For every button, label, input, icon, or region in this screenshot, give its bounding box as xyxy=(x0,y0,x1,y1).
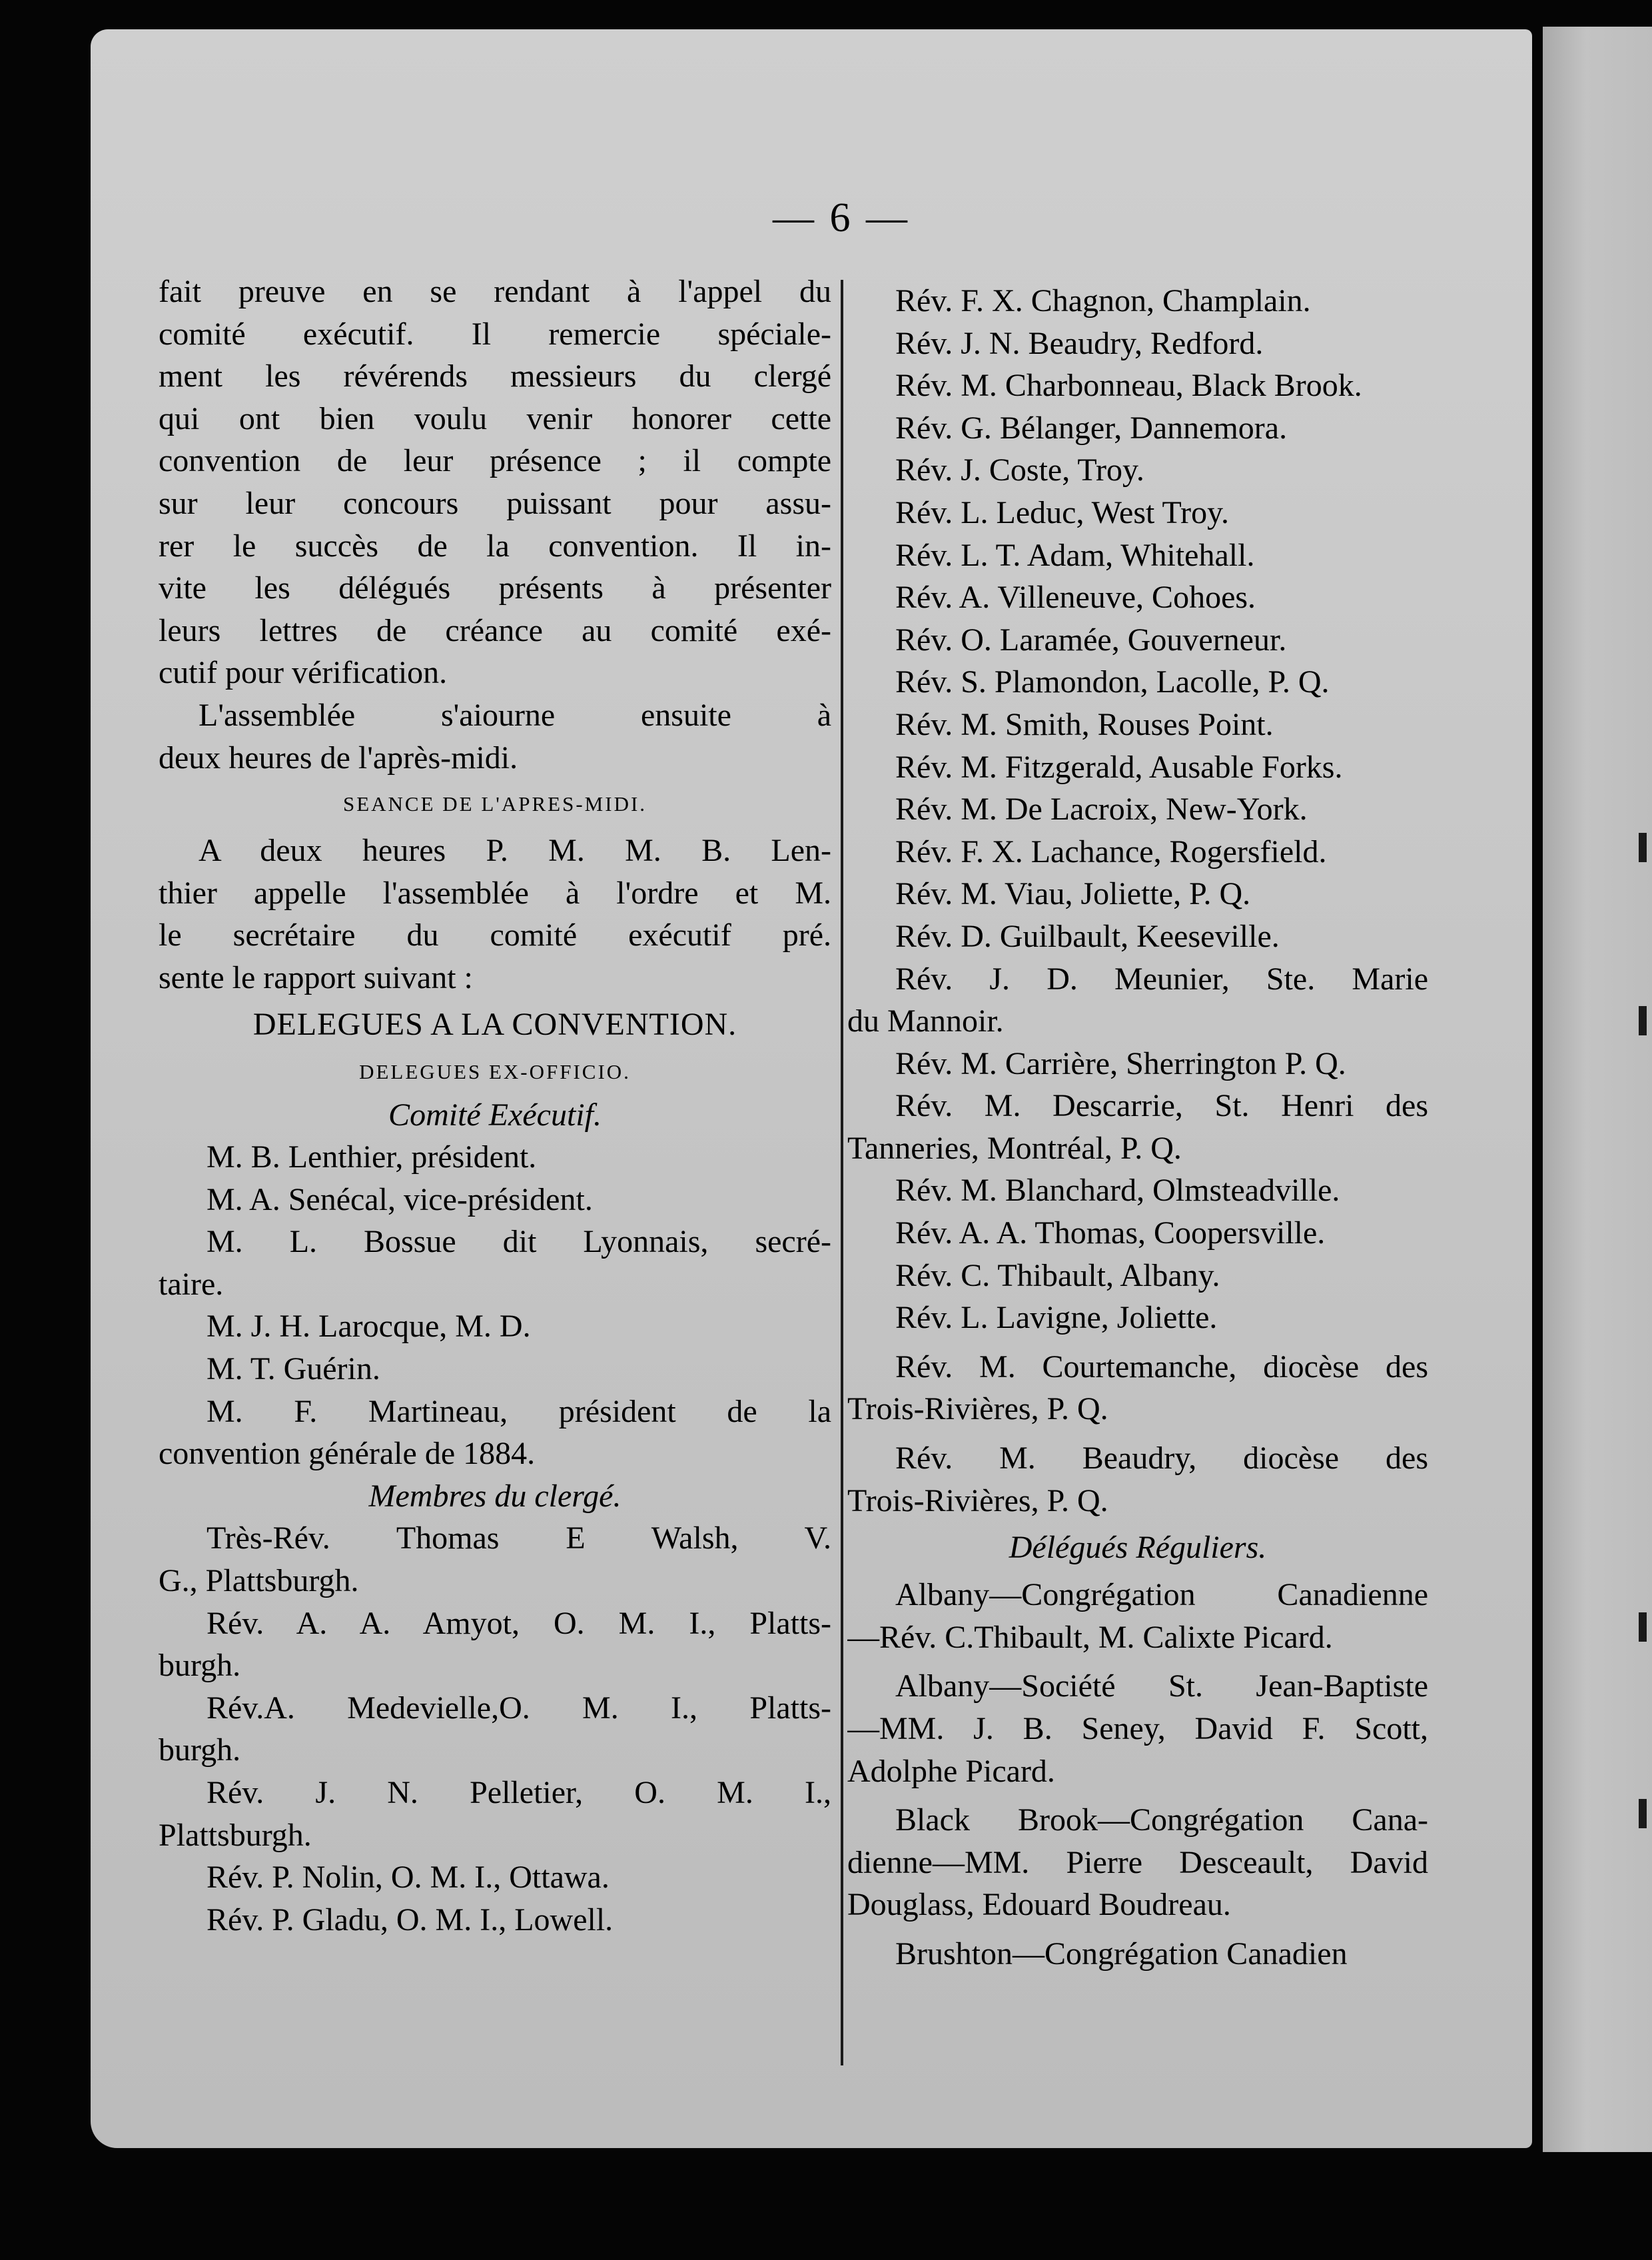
list-item xyxy=(847,1255,1428,1297)
list-item xyxy=(847,1665,1428,1792)
clerge-list xyxy=(159,1517,831,1941)
list-item xyxy=(847,1297,1428,1339)
next-page-text-fragment xyxy=(1639,833,1647,862)
list-item xyxy=(847,534,1428,577)
text-line: dienne—MM. Pierre Desceault, David xyxy=(847,1844,1428,1880)
text-line: G., Plattsburgh. xyxy=(159,1563,359,1599)
text-line: cutif pour vérification. xyxy=(159,655,448,691)
text-line: Trois-Rivières, P. Q. xyxy=(847,1391,1108,1427)
text-line: Rév. M. De Lacroix, New-York. xyxy=(895,792,1308,828)
section-heading-delegues: DELEGUES A LA CONVENTION. xyxy=(252,1006,737,1042)
list-item xyxy=(847,322,1428,365)
text-line: Rév. P. Nolin, O. M. I., Ottawa. xyxy=(206,1860,610,1896)
list-item xyxy=(847,280,1428,322)
list-item xyxy=(847,746,1428,789)
text-line: Rév.A. Medevielle,O. M. I., Platts- xyxy=(206,1690,831,1726)
text-line: Rév. A. A. Thomas, Coopersville. xyxy=(895,1215,1326,1251)
list-item xyxy=(847,1933,1428,1976)
text-line: Douglass, Edouard Boudreau. xyxy=(847,1887,1231,1923)
list-item xyxy=(159,1348,831,1391)
text-line: fait preuve en se rendant à l'appel du xyxy=(159,274,831,309)
page-number: — 6 — xyxy=(773,195,910,241)
text-line: Tanneries, Montréal, P. Q. xyxy=(847,1130,1182,1166)
text-line: Rév. J. N. Pelletier, O. M. I., xyxy=(206,1775,831,1810)
text-line: Rév. J. N. Beaudry, Redford. xyxy=(895,325,1264,361)
paragraph-afternoon xyxy=(159,830,831,999)
text-line: Trois-Rivières, P. Q. xyxy=(847,1482,1108,1518)
section-heading-exofficio: DELEGUES EX-OFFICIO. xyxy=(359,1059,631,1083)
text-line: L'assemblée s'aiourne ensuite à xyxy=(199,697,831,733)
text-line: Albany—Société St. Jean-Baptiste xyxy=(895,1668,1428,1704)
spacer xyxy=(847,1658,1428,1665)
text-line: M. A. Senécal, vice-président. xyxy=(206,1181,593,1217)
text-line: deux heures de l'après-midi. xyxy=(159,740,518,776)
text-line: comité exécutif. Il remercie spéciale- xyxy=(159,316,831,352)
list-item xyxy=(159,1517,831,1602)
text-line: rer le succès de la convention. Il in- xyxy=(159,528,831,564)
text-line: Rév. J. Coste, Troy. xyxy=(895,452,1144,488)
next-page-text-fragment xyxy=(1639,1006,1647,1035)
text-line: sente le rapport suivant : xyxy=(159,959,473,995)
list-item xyxy=(159,1221,831,1305)
text-line: leurs lettres de créance au comité exé- xyxy=(159,612,831,648)
right-column xyxy=(847,280,1428,1976)
list-item xyxy=(847,492,1428,534)
text-line: qui ont bien voulu venir honorer cette xyxy=(159,400,831,436)
text-line: Rév. M. Charbonneau, Black Brook. xyxy=(895,368,1362,404)
text-line: Rév. L. Lavigne, Joliette. xyxy=(895,1300,1218,1336)
text-line: Rév. P. Gladu, O. M. I., Lowell. xyxy=(206,1902,614,1938)
text-line: thier appelle l'assemblée à l'ordre et M. xyxy=(159,875,831,911)
list-item xyxy=(159,1391,831,1475)
text-line: vite les délégués présents à présenter xyxy=(159,570,831,606)
text-line: burgh. xyxy=(159,1732,241,1768)
text-line: —Rév. C.Thibault, M. Calixte Picard. xyxy=(847,1619,1333,1655)
list-item xyxy=(847,449,1428,492)
text-line: Albany—Congrégation Canadienne xyxy=(895,1577,1428,1613)
text-line: M. J. H. Larocque, M. D. xyxy=(206,1309,531,1345)
text-line: Black Brook—Congrégation Cana- xyxy=(895,1802,1428,1838)
list-item xyxy=(159,1602,831,1687)
text-line: Rév. O. Laramée, Gouverneur. xyxy=(895,622,1287,658)
column-divider xyxy=(841,280,843,2065)
text-line: ment les révérends messieurs du clergé xyxy=(159,358,831,394)
text-line: taire. xyxy=(159,1266,224,1302)
text-line: Rév. C. Thibault, Albany. xyxy=(895,1257,1220,1293)
text-line: Rév. L. T. Adam, Whitehall. xyxy=(895,537,1255,573)
list-item xyxy=(847,661,1428,704)
list-item xyxy=(847,1085,1428,1169)
text-line: Très-Rév. Thomas E Walsh, V. xyxy=(206,1520,831,1556)
text-line: A deux heures P. M. M. B. Len- xyxy=(199,833,831,869)
next-page-text-fragment xyxy=(1639,1799,1647,1828)
list-item xyxy=(847,958,1428,1043)
text-line: Adolphe Picard. xyxy=(847,1753,1055,1789)
text-line: Plattsburgh. xyxy=(159,1817,312,1853)
text-line: Rév. G. Bélanger, Dannemora. xyxy=(895,410,1288,446)
text-line: convention de leur présence ; il compte xyxy=(159,443,831,479)
spacer xyxy=(847,1339,1428,1346)
text-line: Rév. F. X. Lachance, Rogersfield. xyxy=(895,834,1327,869)
section-heading-clerge: Membres du clergé. xyxy=(368,1478,621,1514)
list-item xyxy=(847,1212,1428,1255)
text-line: Rév. S. Plamondon, Lacolle, P. Q. xyxy=(895,664,1330,700)
next-page-text-fragment xyxy=(1639,1612,1647,1642)
text-line: Rév. M. Descarrie, St. Henri des xyxy=(895,1088,1428,1124)
list-item xyxy=(159,1136,831,1179)
list-item xyxy=(847,1043,1428,1085)
list-item xyxy=(847,1346,1428,1430)
text-line: M. B. Lenthier, président. xyxy=(206,1139,537,1175)
list-item xyxy=(847,1799,1428,1926)
list-item xyxy=(847,1437,1428,1522)
text-line: Rév. M. Courtemanche, diocèse des xyxy=(895,1349,1428,1385)
list-item xyxy=(847,407,1428,450)
text-line: convention générale de 1884. xyxy=(159,1436,536,1472)
comite-list xyxy=(159,1136,831,1475)
list-item xyxy=(847,704,1428,746)
text-line: sur leur concours puissant pour assu- xyxy=(159,485,831,521)
text-line: M. L. Bossue dit Lyonnais, secré- xyxy=(206,1224,831,1260)
list-item xyxy=(159,1772,831,1856)
section-heading-comite: Comité Exécutif. xyxy=(388,1097,602,1133)
text-line: Rév. J. D. Meunier, Ste. Marie xyxy=(895,961,1428,997)
list-item xyxy=(159,1305,831,1348)
text-line: M. T. Guérin. xyxy=(206,1351,380,1387)
text-line: Rév. M. Carrière, Sherrington P. Q. xyxy=(895,1045,1346,1081)
list-item xyxy=(847,1574,1428,1658)
list-item xyxy=(159,1179,831,1221)
text-line: Rév. D. Guilbault, Keeseville. xyxy=(895,918,1280,954)
text-line: Rév. M. Viau, Joliette, P. Q. xyxy=(895,876,1251,912)
text-line: Rév. M. Blanchard, Olmsteadville. xyxy=(895,1173,1340,1209)
next-page-edge xyxy=(1543,27,1652,2152)
text-line: Rév. A. Villeneuve, Cohoes. xyxy=(895,580,1256,616)
text-line: M. F. Martineau, président de la xyxy=(206,1393,831,1429)
regular-delegates-list xyxy=(847,1574,1428,1975)
clergy-list xyxy=(847,280,1428,1522)
paragraph-adjourn xyxy=(159,694,831,779)
text-line: Rév. A. A. Amyot, O. M. I., Platts- xyxy=(206,1605,831,1641)
text-line: Rév. F. X. Chagnon, Champlain. xyxy=(895,283,1311,318)
list-item xyxy=(847,364,1428,407)
list-item xyxy=(159,1687,831,1772)
list-item xyxy=(847,873,1428,915)
text-line: Rév. M. Fitzgerald, Ausable Forks. xyxy=(895,749,1343,785)
spacer xyxy=(847,1926,1428,1933)
text-line: Rév. L. Leduc, West Troy. xyxy=(895,494,1229,530)
list-item xyxy=(847,619,1428,662)
text-line: —MM. J. B. Seney, David F. Scott, xyxy=(847,1711,1428,1746)
list-item xyxy=(159,1856,831,1899)
list-item xyxy=(159,1899,831,1942)
list-item xyxy=(847,831,1428,873)
text-line: Rév. M. Smith, Rouses Point. xyxy=(895,706,1274,742)
spacer xyxy=(847,1792,1428,1799)
list-item xyxy=(847,1169,1428,1212)
list-item xyxy=(847,915,1428,958)
list-item xyxy=(847,788,1428,831)
spacer xyxy=(847,1430,1428,1437)
left-column xyxy=(159,271,831,1941)
text-line: le secrétaire du comité exécutif pré. xyxy=(159,917,831,953)
text-line: Brushton—Congrégation Canadien xyxy=(895,1936,1348,1972)
text-line: burgh. xyxy=(159,1648,241,1684)
list-item xyxy=(847,576,1428,619)
text-line: du Mannoir. xyxy=(847,1003,1004,1039)
text-line: Rév. M. Beaudry, diocèse des xyxy=(895,1440,1428,1476)
section-heading-seance: SEANCE DE L'APRES-MIDI. xyxy=(342,792,647,816)
section-heading-reguliers: Délégués Réguliers. xyxy=(1009,1530,1267,1566)
paragraph-opening xyxy=(159,271,831,694)
